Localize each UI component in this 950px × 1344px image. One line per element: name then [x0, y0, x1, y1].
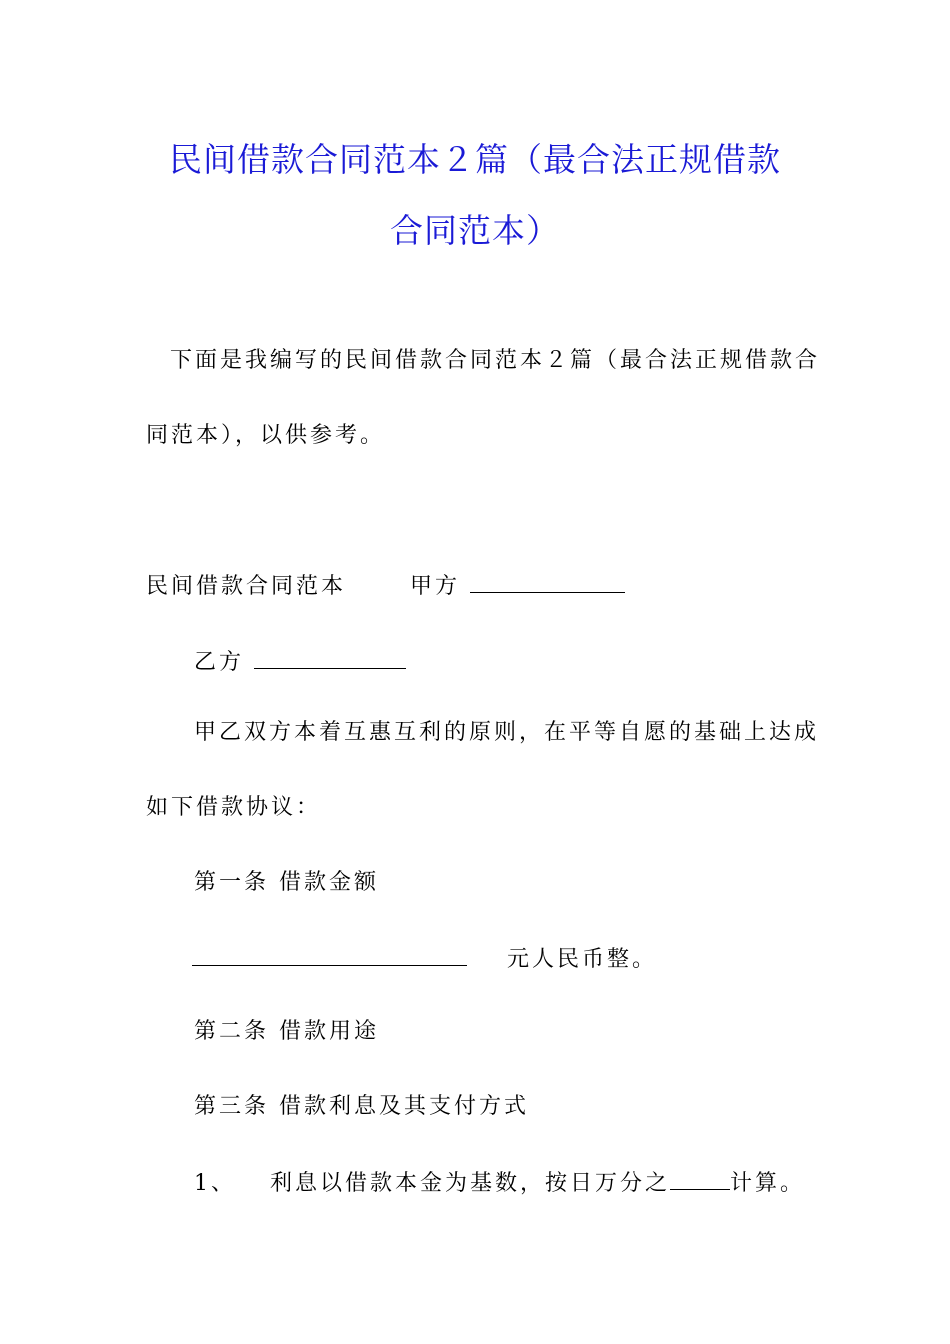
party-b-row [194, 648, 406, 676]
clause-1-prefix: 利息以借款本金为基数，按日万分之 [270, 1171, 671, 1196]
preamble-line-1: 甲乙双方本着互惠互利的原则，在平等自愿的基础上达成 [194, 720, 820, 745]
interest-rate-blank [670, 1169, 730, 1190]
party-b-blank [254, 648, 406, 669]
clause-1-suffix: 计算。 [730, 1171, 806, 1196]
article-1-amount-row [192, 945, 657, 973]
contract-heading: 民间借款合同范本 [146, 574, 347, 599]
article-2-title: 第二条 借款用途 [194, 1019, 379, 1044]
party-a-blank [470, 572, 625, 593]
contract-heading-row [146, 572, 625, 600]
clause-1-number: 1、 [194, 1171, 236, 1196]
party-b-label: 乙方 [194, 650, 245, 675]
preamble-line-2: 如下借款协议： [146, 795, 322, 820]
clause-1-row [194, 1169, 805, 1197]
amount-blank [192, 945, 467, 966]
amount-suffix: 元人民币整。 [507, 947, 658, 972]
article-3-title: 第三条 借款利息及其支付方式 [194, 1094, 529, 1119]
document-title-line-2: 合同范本） [390, 211, 560, 250]
intro-line-2: 同范本），以供参考。 [146, 423, 386, 448]
article-1-title: 第一条 借款金额 [194, 870, 379, 895]
party-a-label: 甲方 [410, 574, 461, 599]
document-title-line-1: 民间借款合同范本２篇（最合法正规借款 [169, 140, 781, 179]
intro-line-1: 下面是我编写的民间借款合同范本２篇（最合法正规借款合 [170, 348, 821, 373]
